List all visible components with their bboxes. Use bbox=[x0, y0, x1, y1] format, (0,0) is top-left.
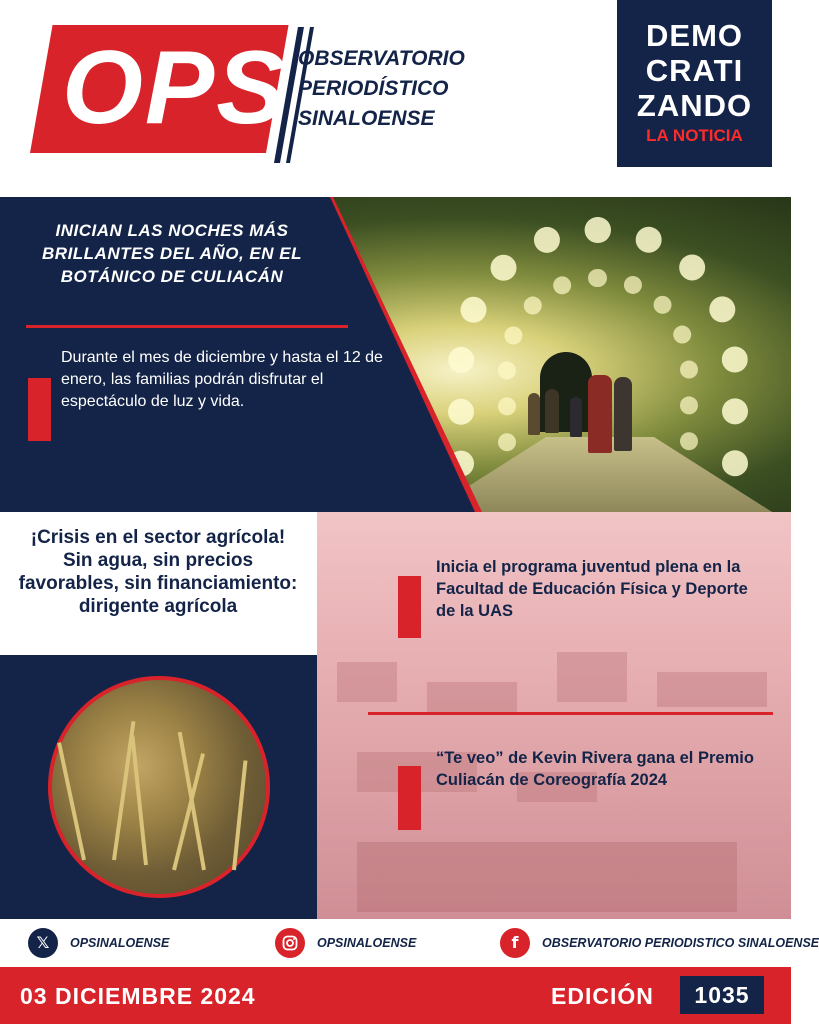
masthead bbox=[0, 0, 791, 197]
brand-line: SINALOENSE bbox=[298, 107, 435, 130]
crop-stalk bbox=[130, 736, 148, 866]
coreografia-story-title[interactable]: “Te veo” de Kevin Rivera gana el Premio Culiacán de Coreografía 2024 bbox=[436, 749, 754, 789]
logo-text: OPS bbox=[62, 30, 288, 146]
brand-line: OBSERVATORIO bbox=[298, 47, 465, 70]
uas-story-title[interactable]: Inicia el programa juventud plena en la Facultad de Educación Física y Deporte de la UAS bbox=[436, 558, 748, 620]
edition-label: EDICIÓN bbox=[551, 983, 654, 1009]
lead-story[interactable] bbox=[0, 197, 791, 512]
accent-bar bbox=[398, 576, 421, 638]
divider bbox=[26, 325, 348, 328]
visitor bbox=[528, 393, 540, 435]
badge-tagline: LA NOTICIA bbox=[646, 126, 743, 145]
badge-line: ZANDO bbox=[636, 88, 753, 123]
x-handle: OPSINALOENSE bbox=[70, 935, 170, 950]
instagram-handle: OPSINALOENSE bbox=[317, 935, 417, 950]
visitor bbox=[570, 397, 582, 437]
facebook-handle: OBSERVATORIO PERIODISTICO SINALOENSE bbox=[542, 935, 819, 950]
accent-bar bbox=[398, 766, 421, 830]
building bbox=[337, 662, 397, 702]
divider bbox=[368, 712, 773, 715]
instagram-link[interactable] bbox=[275, 928, 416, 958]
footer-bar bbox=[0, 967, 791, 1024]
democratizando-badge bbox=[617, 0, 772, 167]
building bbox=[557, 652, 627, 702]
badge-line: CRATI bbox=[645, 53, 744, 88]
visitor bbox=[614, 377, 632, 451]
facebook-icon: f bbox=[500, 928, 530, 958]
x-link[interactable] bbox=[28, 928, 169, 958]
lead-story-summary: Durante el mes de diciembre y hasta el 12 de enero, las familias podrán disfrutar el espectáculo de luz y vida. bbox=[61, 349, 383, 410]
instagram-icon bbox=[275, 928, 305, 958]
building bbox=[657, 672, 767, 707]
brand-line: PERIODÍSTICO bbox=[298, 77, 449, 100]
edition-number: 1035 bbox=[680, 976, 764, 1014]
x-icon: 𝕏 bbox=[28, 928, 58, 958]
accent-bar bbox=[28, 378, 51, 441]
visitor bbox=[588, 375, 612, 453]
visitor bbox=[545, 389, 559, 433]
ops-logo[interactable] bbox=[30, 25, 288, 155]
brand-name bbox=[298, 44, 518, 134]
facebook-link[interactable] bbox=[500, 928, 819, 958]
building bbox=[357, 842, 737, 912]
badge-line: DEMO bbox=[646, 18, 743, 53]
issue-date: 03 DICIEMBRE 2024 bbox=[20, 983, 256, 1009]
agri-story-title[interactable]: ¡Crisis en el sector agrícola! Sin agua, sin precios favorables, sin financiamiento: dirigente agrícola bbox=[18, 527, 298, 617]
dry-crop-photo[interactable] bbox=[48, 676, 270, 898]
lead-story-title[interactable]: INICIAN LAS NOCHES MÁS BRILLANTES DEL AÑO, EN EL BOTÁNICO DE CULIACÁN bbox=[42, 221, 302, 286]
building bbox=[427, 682, 517, 712]
agri-story-header[interactable] bbox=[0, 512, 317, 655]
crop-stalk bbox=[232, 760, 247, 870]
social-bar bbox=[0, 919, 819, 967]
